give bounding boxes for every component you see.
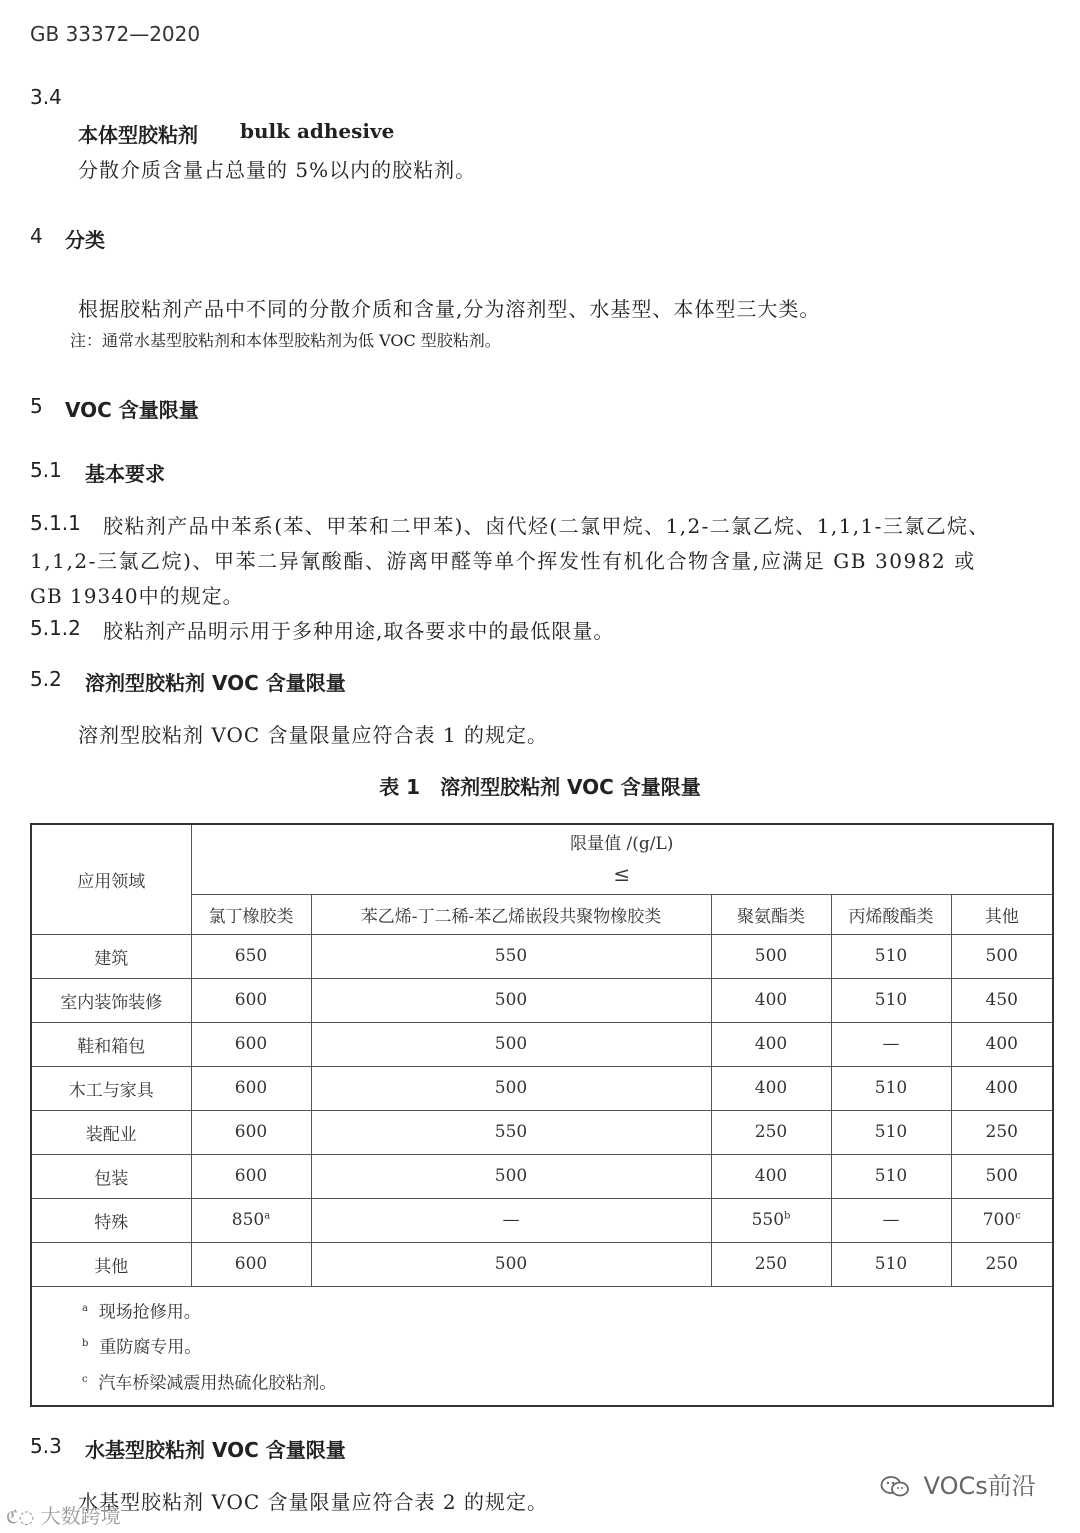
note-text: 现场抢修用。: [98, 1302, 201, 1323]
table-cell: [711, 1198, 831, 1242]
term-definition: 分散介质含量占总量的 5%以内的胶粘剂。: [78, 158, 477, 182]
footnote-mark: c: [1015, 1210, 1021, 1222]
section-5-3-text: 水基型胶粘剂 VOC 含量限量应符合表 2 的规定。: [78, 1490, 548, 1514]
table-cell: 500: [311, 1154, 711, 1198]
table-cell: 600: [191, 1154, 311, 1198]
cell-value: 550: [751, 1210, 785, 1230]
section-5-1-1-number: 5.1.1: [30, 511, 81, 535]
table-notes: [31, 1286, 1053, 1406]
table-cell: 250: [951, 1242, 1053, 1286]
table-cell: 400: [711, 1154, 831, 1198]
table-cell: 500: [311, 1022, 711, 1066]
section-5-3-number: 5.3: [30, 1434, 62, 1458]
limit-header: [191, 824, 1053, 894]
column-header: 聚氨酯类: [711, 894, 831, 934]
section-4-title: 分类: [65, 228, 105, 252]
table-cell: 510: [831, 1154, 951, 1198]
table-notes-row: [31, 1286, 1053, 1406]
table-cell: 600: [191, 1110, 311, 1154]
table-cell: 550: [311, 1110, 711, 1154]
table-cell: 400: [711, 1066, 831, 1110]
table-row: [31, 1154, 1053, 1198]
limit-header-title: 限量值 /(g/L): [570, 834, 674, 855]
table-cell: 250: [711, 1242, 831, 1286]
column-header: 苯乙烯-丁二稀-苯乙烯嵌段共聚物橡胶类: [311, 894, 711, 934]
section-5-2-text: 溶剂型胶粘剂 VOC 含量限量应符合表 1 的规定。: [78, 723, 548, 747]
wechat-icon: [880, 1475, 910, 1499]
row-field: 包装: [31, 1154, 191, 1198]
section-5-3-title: 水基型胶粘剂 VOC 含量限量: [85, 1438, 346, 1462]
footnote-mark: b: [784, 1210, 791, 1222]
table-row: [31, 978, 1053, 1022]
section-5-1-title: 基本要求: [85, 462, 165, 486]
watermark-logo-icon: ℭ◌: [6, 1507, 35, 1528]
column-header: 氯丁橡胶类: [191, 894, 311, 934]
table-cell: 400: [711, 978, 831, 1022]
section-5-2-title: 溶剂型胶粘剂 VOC 含量限量: [85, 671, 346, 695]
table-row: [31, 1066, 1053, 1110]
table-cell: 510: [831, 1110, 951, 1154]
note-mark: b: [82, 1338, 89, 1350]
table-cell: [191, 1198, 311, 1242]
table-row: [31, 1110, 1053, 1154]
table-cell: 400: [711, 1022, 831, 1066]
row-field: 装配业: [31, 1110, 191, 1154]
table-cell: 400: [951, 1022, 1053, 1066]
table-cell: 500: [311, 1242, 711, 1286]
row-field: 其他: [31, 1242, 191, 1286]
section-5-1-2-number: 5.1.2: [30, 616, 81, 640]
table-cell: 510: [831, 978, 951, 1022]
term-english: bulk adhesive: [240, 119, 395, 143]
note-mark: c: [82, 1373, 88, 1385]
section-5-1-number: 5.1: [30, 458, 62, 482]
table-cell: 500: [711, 934, 831, 978]
table-note: [82, 1364, 1052, 1400]
term-chinese: 本体型胶粘剂: [78, 123, 198, 147]
section-5-title: VOC 含量限量: [65, 398, 199, 422]
table-cell: 500: [311, 978, 711, 1022]
table-cell: —: [831, 1022, 951, 1066]
note-text: 汽车桥梁减震用热硫化胶粘剂。: [98, 1373, 337, 1394]
table-header-row: [31, 824, 1053, 894]
table-cell: —: [831, 1198, 951, 1242]
table-cell: 400: [951, 1066, 1053, 1110]
row-field: 鞋和箱包: [31, 1022, 191, 1066]
table-cell: 600: [191, 978, 311, 1022]
row-field: 建筑: [31, 934, 191, 978]
note-mark: a: [82, 1302, 88, 1314]
row-field: 室内装饰装修: [31, 978, 191, 1022]
table-cell: —: [311, 1198, 711, 1242]
table-cell: 500: [951, 1154, 1053, 1198]
table-note: [82, 1293, 1052, 1329]
note-text: 重防腐专用。: [99, 1337, 202, 1358]
limit-header-symbol: ≤: [613, 862, 631, 887]
section-3-4-number: 3.4: [30, 85, 62, 109]
table-cell: 450: [951, 978, 1053, 1022]
table-cell: 250: [951, 1110, 1053, 1154]
voc-limit-table: [30, 823, 1054, 1407]
cell-value: 700: [982, 1210, 1016, 1230]
table-note: [82, 1328, 1052, 1364]
table-cell: 550: [311, 934, 711, 978]
table-cell: 510: [831, 1242, 951, 1286]
table-cell: 250: [711, 1110, 831, 1154]
section-5-number: 5: [30, 394, 43, 418]
watermark-left: [6, 1500, 121, 1529]
table-cell: 510: [831, 1066, 951, 1110]
watermark-right: [880, 1466, 1036, 1501]
footnote-mark: a: [264, 1210, 271, 1222]
watermark-right-text: VOCs前沿: [923, 1472, 1036, 1500]
table-row: [31, 1022, 1053, 1066]
column-header: 其他: [951, 894, 1053, 934]
table-cell: 510: [831, 934, 951, 978]
table-cell: 500: [951, 934, 1053, 978]
field-header: 应用领域: [31, 824, 191, 934]
watermark-left-text: 大数跨境: [40, 1504, 121, 1528]
section-5-2-number: 5.2: [30, 667, 62, 691]
section-4-number: 4: [30, 224, 43, 248]
table-cell: 500: [311, 1066, 711, 1110]
table-cell: 600: [191, 1022, 311, 1066]
section-5-1-1-line-1: 胶粘剂产品中苯系(苯、甲苯和二甲苯)、卤代烃(二氯甲烷、1,2-二氯乙烷、1,1,1-三氯乙烷、: [103, 514, 990, 538]
table-row: [31, 1242, 1053, 1286]
table-cell: [951, 1198, 1053, 1242]
standard-number: GB 33372—2020: [30, 22, 201, 46]
table-cell: 600: [191, 1242, 311, 1286]
section-5-1-2-text: 胶粘剂产品明示用于多种用途,取各要求中的最低限量。: [103, 619, 615, 643]
table-1-caption: 表 1 溶剂型胶粘剂 VOC 含量限量: [379, 775, 701, 799]
column-header: 丙烯酸酯类: [831, 894, 951, 934]
row-field: 木工与家具: [31, 1066, 191, 1110]
table-row: [31, 934, 1053, 978]
table-row: [31, 1198, 1053, 1242]
section-4-note: 注：通常水基型胶粘剂和本体型胶粘剂为低 VOC 型胶粘剂。: [70, 331, 501, 350]
row-field: 特殊: [31, 1198, 191, 1242]
section-5-1-1-line-2: 1,1,2-三氯乙烷)、甲苯二异氰酸酯、游离甲醛等单个挥发性有机化合物含量,应满足 GB 30982 或: [30, 549, 976, 573]
cell-value: 850: [231, 1210, 265, 1230]
section-5-1-1-line-3: GB 19340中的规定。: [30, 584, 244, 608]
table-cell: 600: [191, 1066, 311, 1110]
table-cell: 650: [191, 934, 311, 978]
section-4-text: 根据胶粘剂产品中不同的分散介质和含量,分为溶剂型、水基型、本体型三大类。: [78, 297, 821, 321]
